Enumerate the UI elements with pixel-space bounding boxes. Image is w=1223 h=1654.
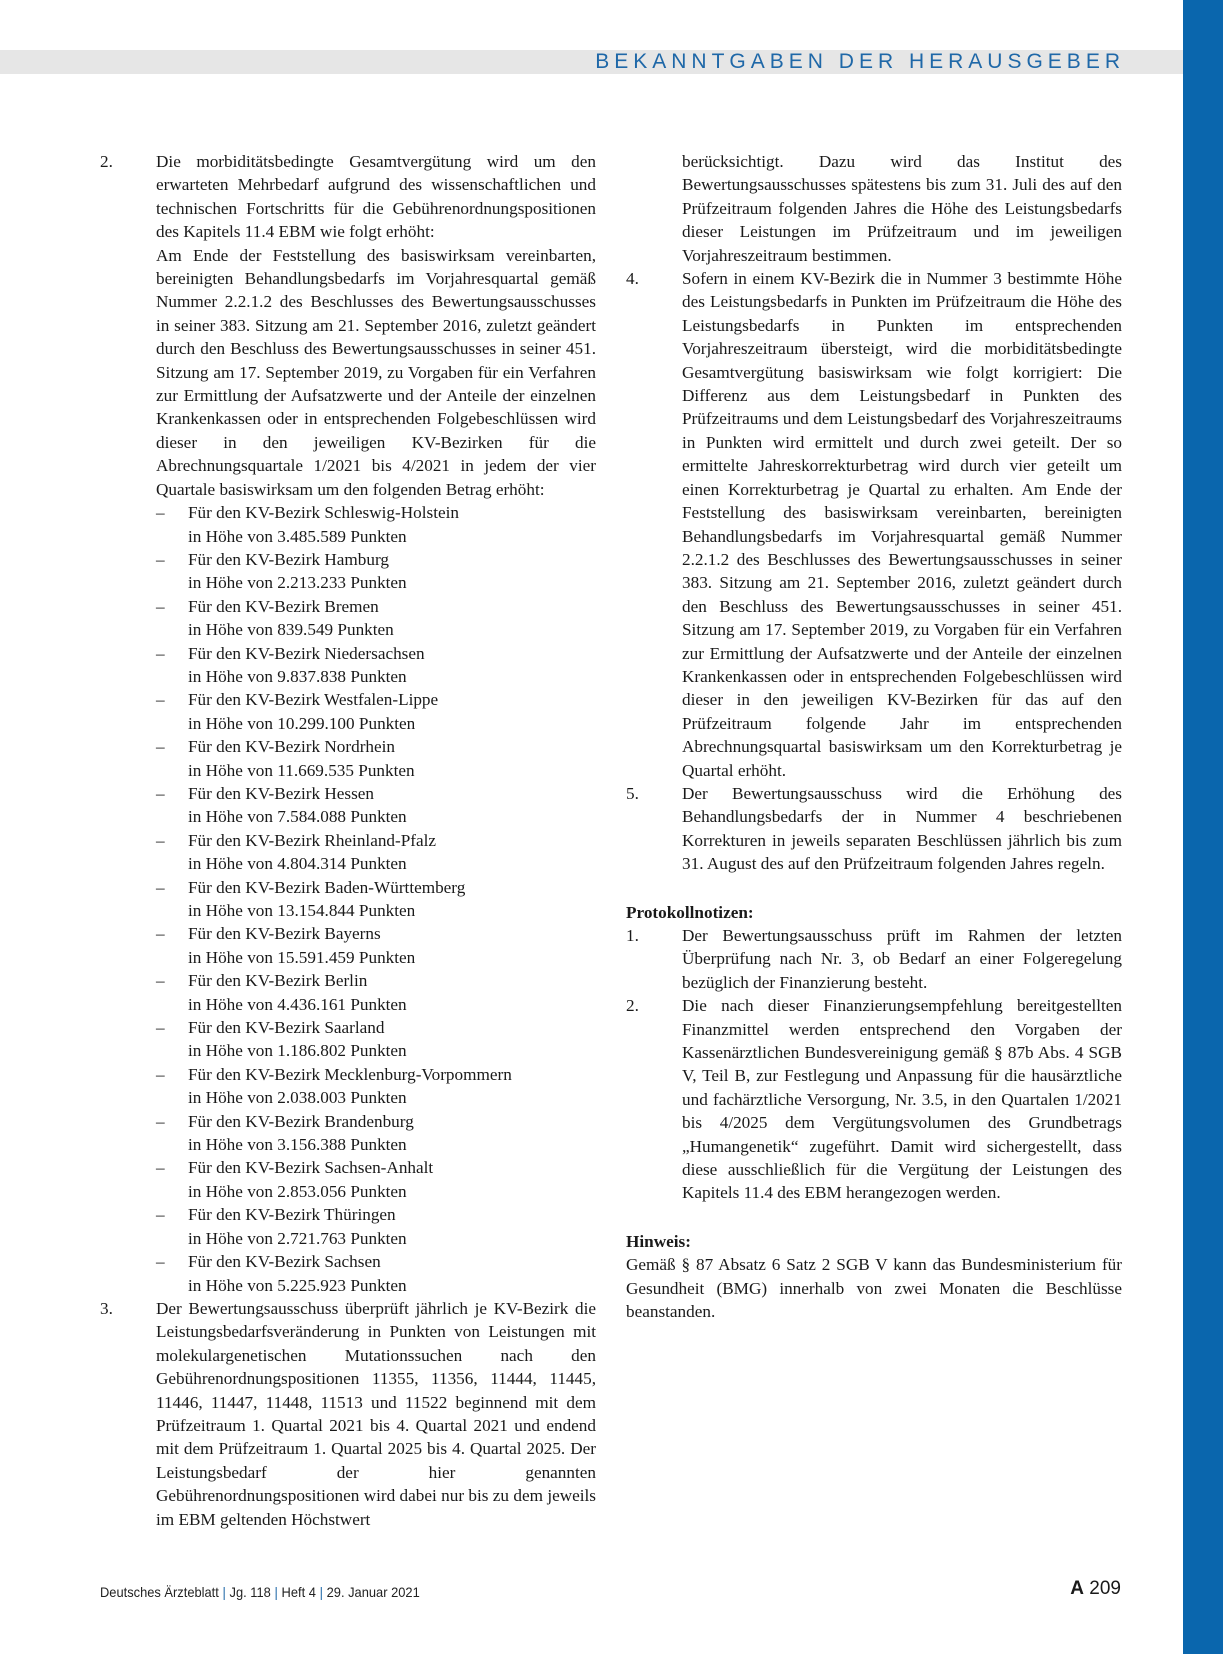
kv-bezirk-amount: in Höhe von 10.299.100 Punkten <box>188 713 416 733</box>
kv-bezirk-item <box>100 548 596 595</box>
kv-bezirk-amount: in Höhe von 7.584.088 Punkten <box>188 807 407 827</box>
kv-bezirk-amount: in Höhe von 9.837.838 Punkten <box>188 666 407 686</box>
kv-bezirk-amount: in Höhe von 13.154.844 Punkten <box>188 901 416 920</box>
kv-bezirk-name: Für den KV-Bezirk Schleswig-Holstein <box>188 503 459 523</box>
item-3 <box>100 1297 596 1531</box>
dash-bullet: – <box>156 783 165 803</box>
dash-bullet: – <box>156 596 165 616</box>
kv-bezirk-name: Für den KV-Bezirk Sachsen <box>188 1252 381 1272</box>
kv-bezirk-name: Für den KV-Bezirk Brandenburg <box>188 1111 414 1131</box>
kv-bezirk-amount: in Höhe von 839.549 Punkten <box>188 620 394 640</box>
dash-bullet: – <box>156 1205 165 1225</box>
item-number: 5. <box>626 783 639 803</box>
kv-bezirk-name: Für den KV-Bezirk Westfalen-Lippe <box>188 690 439 710</box>
item-3-continuation: berücksichtigt. Dazu wird das Institut des Bewertungsausschusses spätestens bis zum 31. Juli des auf den Prüfzeitraum folgenden Jahres die Höhe des Leistungsbedarfs dieser Leistungen im Prüfzeitraum und im jeweiligen Vorjahreszeitraum bestimmen. <box>682 152 1122 265</box>
item-number: 2. <box>100 152 113 171</box>
hinweis-heading: Hinweis: <box>626 1231 691 1251</box>
kv-bezirk-item <box>100 1063 596 1110</box>
item-number: 2. <box>626 996 639 1016</box>
issue: Heft 4 <box>281 1584 316 1600</box>
footer-citation <box>100 1584 420 1600</box>
separator: | <box>319 1584 323 1600</box>
dash-bullet: – <box>156 830 165 850</box>
item-3-text: Der Bewertungsausschuss überprüft jährlich je KV-Bezirk die Leistungsbedarfsveränderung in Punkten von Leistungen mit molekulargenetischen Mutationssuchen nach den Gebührenordnungspositionen 11355, 11356, 11444, 11445, 11446, 11447, 11448, 11513 und 11522 beginnend mit dem Prüfzeitraum 1. Quartal 2021 bis 4. Quartal 2021 und endend mit dem Prüfzeitraum 1. Quartal 2025 bis 4. Quartal 2025. Der Leistungsbedarf der hier genannten Gebührenordnungspositionen wird dabei nur bis zu dem jeweils im EBM geltenden Höchstwert <box>156 1298 596 1529</box>
spacer <box>626 876 1122 901</box>
kv-bezirk-item <box>100 782 596 829</box>
item-number: 1. <box>626 926 639 945</box>
kv-bezirk-amount: in Höhe von 2.213.233 Punkten <box>188 573 407 593</box>
kv-bezirk-name: Für den KV-Bezirk Nordrhein <box>188 737 396 757</box>
kv-bezirk-item <box>100 688 596 735</box>
kv-bezirk-name: Für den KV-Bezirk Sachsen-Anhalt <box>188 1158 434 1178</box>
protokoll-heading: Protokollnotizen: <box>626 902 754 922</box>
dash-bullet: – <box>156 1252 165 1272</box>
right-column <box>626 150 1122 1324</box>
dash-bullet: – <box>156 877 165 897</box>
kv-bezirk-amount: in Höhe von 11.669.535 Punkten <box>188 760 415 780</box>
dash-bullet: – <box>156 924 165 944</box>
dash-bullet: – <box>156 1064 165 1084</box>
kv-bezirk-item <box>100 969 596 1016</box>
dash-bullet: – <box>156 1111 165 1131</box>
dash-bullet: – <box>156 549 165 569</box>
dash-bullet: – <box>156 503 165 523</box>
kv-bezirk-name: Für den KV-Bezirk Niedersachsen <box>188 643 425 663</box>
kv-bezirk-name: Für den KV-Bezirk Thüringen <box>188 1205 396 1225</box>
kv-bezirk-amount: in Höhe von 3.485.589 Punkten <box>188 526 407 546</box>
protokoll-item-text: Die nach dieser Finanzierungsempfehlung bereitgestellten Finanzmittel werden entsprechend den Vorgaben der Kassenärztlichen Bundesvereinigung gemäß § 87b Abs. 4 SGB V, Teil B, zur Festlegung und Anpassung für die hausärztliche und fachärztliche Versorgung, Nr. 3.5, in den Quartalen 1/2021 bis 4/2025 dem Vergütungsvolumen des Grundbetrags „Humangenetik“ zugeführt. Damit wird sichergestellt, dass diese ausschließlich für die Vergütung der Leistungen des Kapitels 11.4 des EBM herangezogen werden. <box>682 996 1122 1203</box>
item-5 <box>626 782 1122 876</box>
kv-bezirk-amount: in Höhe von 2.721.763 Punkten <box>188 1228 407 1248</box>
kv-bezirk-name: Für den KV-Bezirk Bremen <box>188 596 379 616</box>
page-number <box>1070 1578 1121 1600</box>
kv-bezirk-amount: in Höhe von 5.225.923 Punkten <box>188 1275 407 1295</box>
kv-bezirk-item <box>100 1016 596 1063</box>
item-5-text: Der Bewertungsausschuss wird die Erhöhung des Behandlungsbedarfs der in Nummer 4 beschriebenen Korrekturen in jeweils separaten Beschlüssen jährlich bis zum 31. August des auf den Prüfzeitraum folgenden Jahres regeln. <box>682 783 1122 874</box>
dash-bullet: – <box>156 1158 165 1178</box>
dash-bullet: – <box>156 643 165 663</box>
kv-bezirk-item <box>100 1250 596 1297</box>
item-2-paragraph-1: Die morbiditätsbedingte Gesamtvergütung wird um den erwarteten Mehrbedarf aufgrund des wissenschaftlichen und technischen Fortschritts für die Gebührenordnungspositionen des Kapitels 11.4 EBM wie folgt erhöht: <box>156 152 596 242</box>
kv-bezirk-item <box>100 595 596 642</box>
item-4 <box>626 267 1122 782</box>
kv-bezirk-amount: in Höhe von 3.156.388 Punkten <box>188 1135 407 1155</box>
protokoll-item-2 <box>626 994 1122 1205</box>
item-2-paragraph-2: Am Ende der Feststellung des basiswirksam vereinbarten, bereinigten Behandlungsbedarfs im Vorjahresquartal gemäß Nummer 2.2.1.2 des Beschlusses des Bewertungsausschusses in seiner 383. Sitzung am 21. September 2016, zuletzt geändert durch den Beschluss des Bewertungsausschusses in seiner 451. Sitzung am 17. September 2019, zu Vorgaben für ein Verfahren zur Ermittlung der Aufsatzwerte und der Anteile der einzelnen Krankenkassen oder in entsprechenden Folgebeschlüssen wird dieser in den jeweiligen KV-Bezirken für die Abrechnungsquartale 1/2021 bis 4/2021 in jedem der vier Quartale basiswirksam um den folgenden Betrag erhöht: <box>156 245 596 499</box>
dash-bullet: – <box>156 971 165 991</box>
kv-bezirk-item <box>100 829 596 876</box>
item-number: 3. <box>100 1298 113 1318</box>
kv-bezirk-item <box>100 922 596 969</box>
dash-bullet: – <box>156 690 165 710</box>
kv-bezirk-name: Für den KV-Bezirk Bayerns <box>188 924 381 944</box>
kv-bezirk-amount: in Höhe von 4.436.161 Punkten <box>188 994 407 1014</box>
side-accent-bar <box>1183 0 1223 1654</box>
kv-bezirk-amount: in Höhe von 15.591.459 Punkten <box>188 947 416 967</box>
issue-date: 29. Januar 2021 <box>326 1584 420 1600</box>
item-number: 4. <box>626 269 639 289</box>
page-digits: 209 <box>1089 1578 1121 1599</box>
kv-bezirk-name: Für den KV-Bezirk Hamburg <box>188 549 389 569</box>
kv-bezirk-item <box>100 1203 596 1250</box>
kv-bezirk-list <box>100 501 596 1297</box>
kv-bezirk-amount: in Höhe von 2.038.003 Punkten <box>188 1088 407 1108</box>
item-2 <box>100 150 596 501</box>
kv-bezirk-name: Für den KV-Bezirk Berlin <box>188 971 368 991</box>
separator: | <box>222 1584 226 1600</box>
kv-bezirk-item <box>100 1110 596 1157</box>
kv-bezirk-name: Für den KV-Bezirk Saarland <box>188 1018 385 1038</box>
kv-bezirk-item <box>100 876 596 923</box>
separator: | <box>274 1584 278 1600</box>
kv-bezirk-name: Für den KV-Bezirk Mecklenburg-Vorpommern <box>188 1064 512 1084</box>
journal-name: Deutsches Ärzteblatt <box>100 1584 219 1600</box>
kv-bezirk-amount: in Höhe von 1.186.802 Punkten <box>188 1041 407 1061</box>
protokoll-item-1 <box>626 924 1122 994</box>
kv-bezirk-item <box>100 501 596 548</box>
dash-bullet: – <box>156 737 165 757</box>
left-column <box>100 150 596 1531</box>
kv-bezirk-name: Für den KV-Bezirk Baden-Württemberg <box>188 877 466 897</box>
protokoll-item-text: Der Bewertungsausschuss prüft im Rahmen der letzten Überprüfung nach Nr. 3, ob Bedarf an einer Folgeregelung bezüglich der Finanzierung besteht. <box>682 926 1122 992</box>
section-header-title: BEKANNTGABEN DER HERAUSGEBER <box>595 50 1125 73</box>
kv-bezirk-amount: in Höhe von 2.853.056 Punkten <box>188 1181 407 1201</box>
kv-bezirk-name: Für den KV-Bezirk Rheinland-Pfalz <box>188 830 437 850</box>
kv-bezirk-item <box>100 1156 596 1203</box>
kv-bezirk-item <box>100 642 596 689</box>
volume: Jg. 118 <box>229 1584 271 1600</box>
kv-bezirk-item <box>100 735 596 782</box>
kv-bezirk-name: Für den KV-Bezirk Hessen <box>188 783 375 803</box>
kv-bezirk-amount: in Höhe von 4.804.314 Punkten <box>188 854 407 874</box>
page-letter: A <box>1070 1578 1085 1599</box>
dash-bullet: – <box>156 1018 165 1038</box>
hinweis-text: Gemäß § 87 Absatz 6 Satz 2 SGB V kann das Bundesministerium für Gesundheit (BMG) innerhalb von zwei Monaten die Beschlüsse beanstanden. <box>626 1255 1122 1322</box>
item-4-text: Sofern in einem KV-Bezirk die in Nummer 3 bestimmte Höhe des Leistungsbedarfs in Punkten im Prüfzeitraum die Höhe des Leistungsbedarfs in Punkten im entsprechenden Vorjahreszeitraum übersteigt, wird die morbiditätsbedingte Gesamtvergütung basiswirksam wie folgt korrigiert: Die Differenz aus dem Leistungsbedarf in Punkten des Prüfzeitraums und dem Leistungsbedarf des Vorjahreszeitraums in Punkten wird ermittelt und durch zwei geteilt. Der so ermittelte Jahreskorrekturbetrag wird durch vier geteilt um einen Korrekturbetrag je Quartal zu erhalten. Am Ende der Feststellung des basiswirksam vereinbarten, bereinigten Behandlungsbedarfs im Vorjahresquartal gemäß Nummer 2.2.1.2 des Beschlusses des Bewertungsausschusses in seiner 383. Sitzung am 21. September 2016, zuletzt geändert durch den Beschluss des Bewertungsausschusses in seiner 451. Sitzung am 17. September 2019, zu Vorgaben für ein Verfahren zur Ermittlung der Aufsatzwerte und der Anteile der einzelnen Krankenkassen oder in entsprechenden Folgebeschlüssen wird dieser in den jeweiligen KV-Bezirken für das auf den Prüfzeitraum folgende Jahr im entsprechenden Abrechnungsquartal basiswirksam um den Korrekturbetrag je Quartal erhöht. <box>682 269 1122 780</box>
spacer <box>626 1205 1122 1230</box>
